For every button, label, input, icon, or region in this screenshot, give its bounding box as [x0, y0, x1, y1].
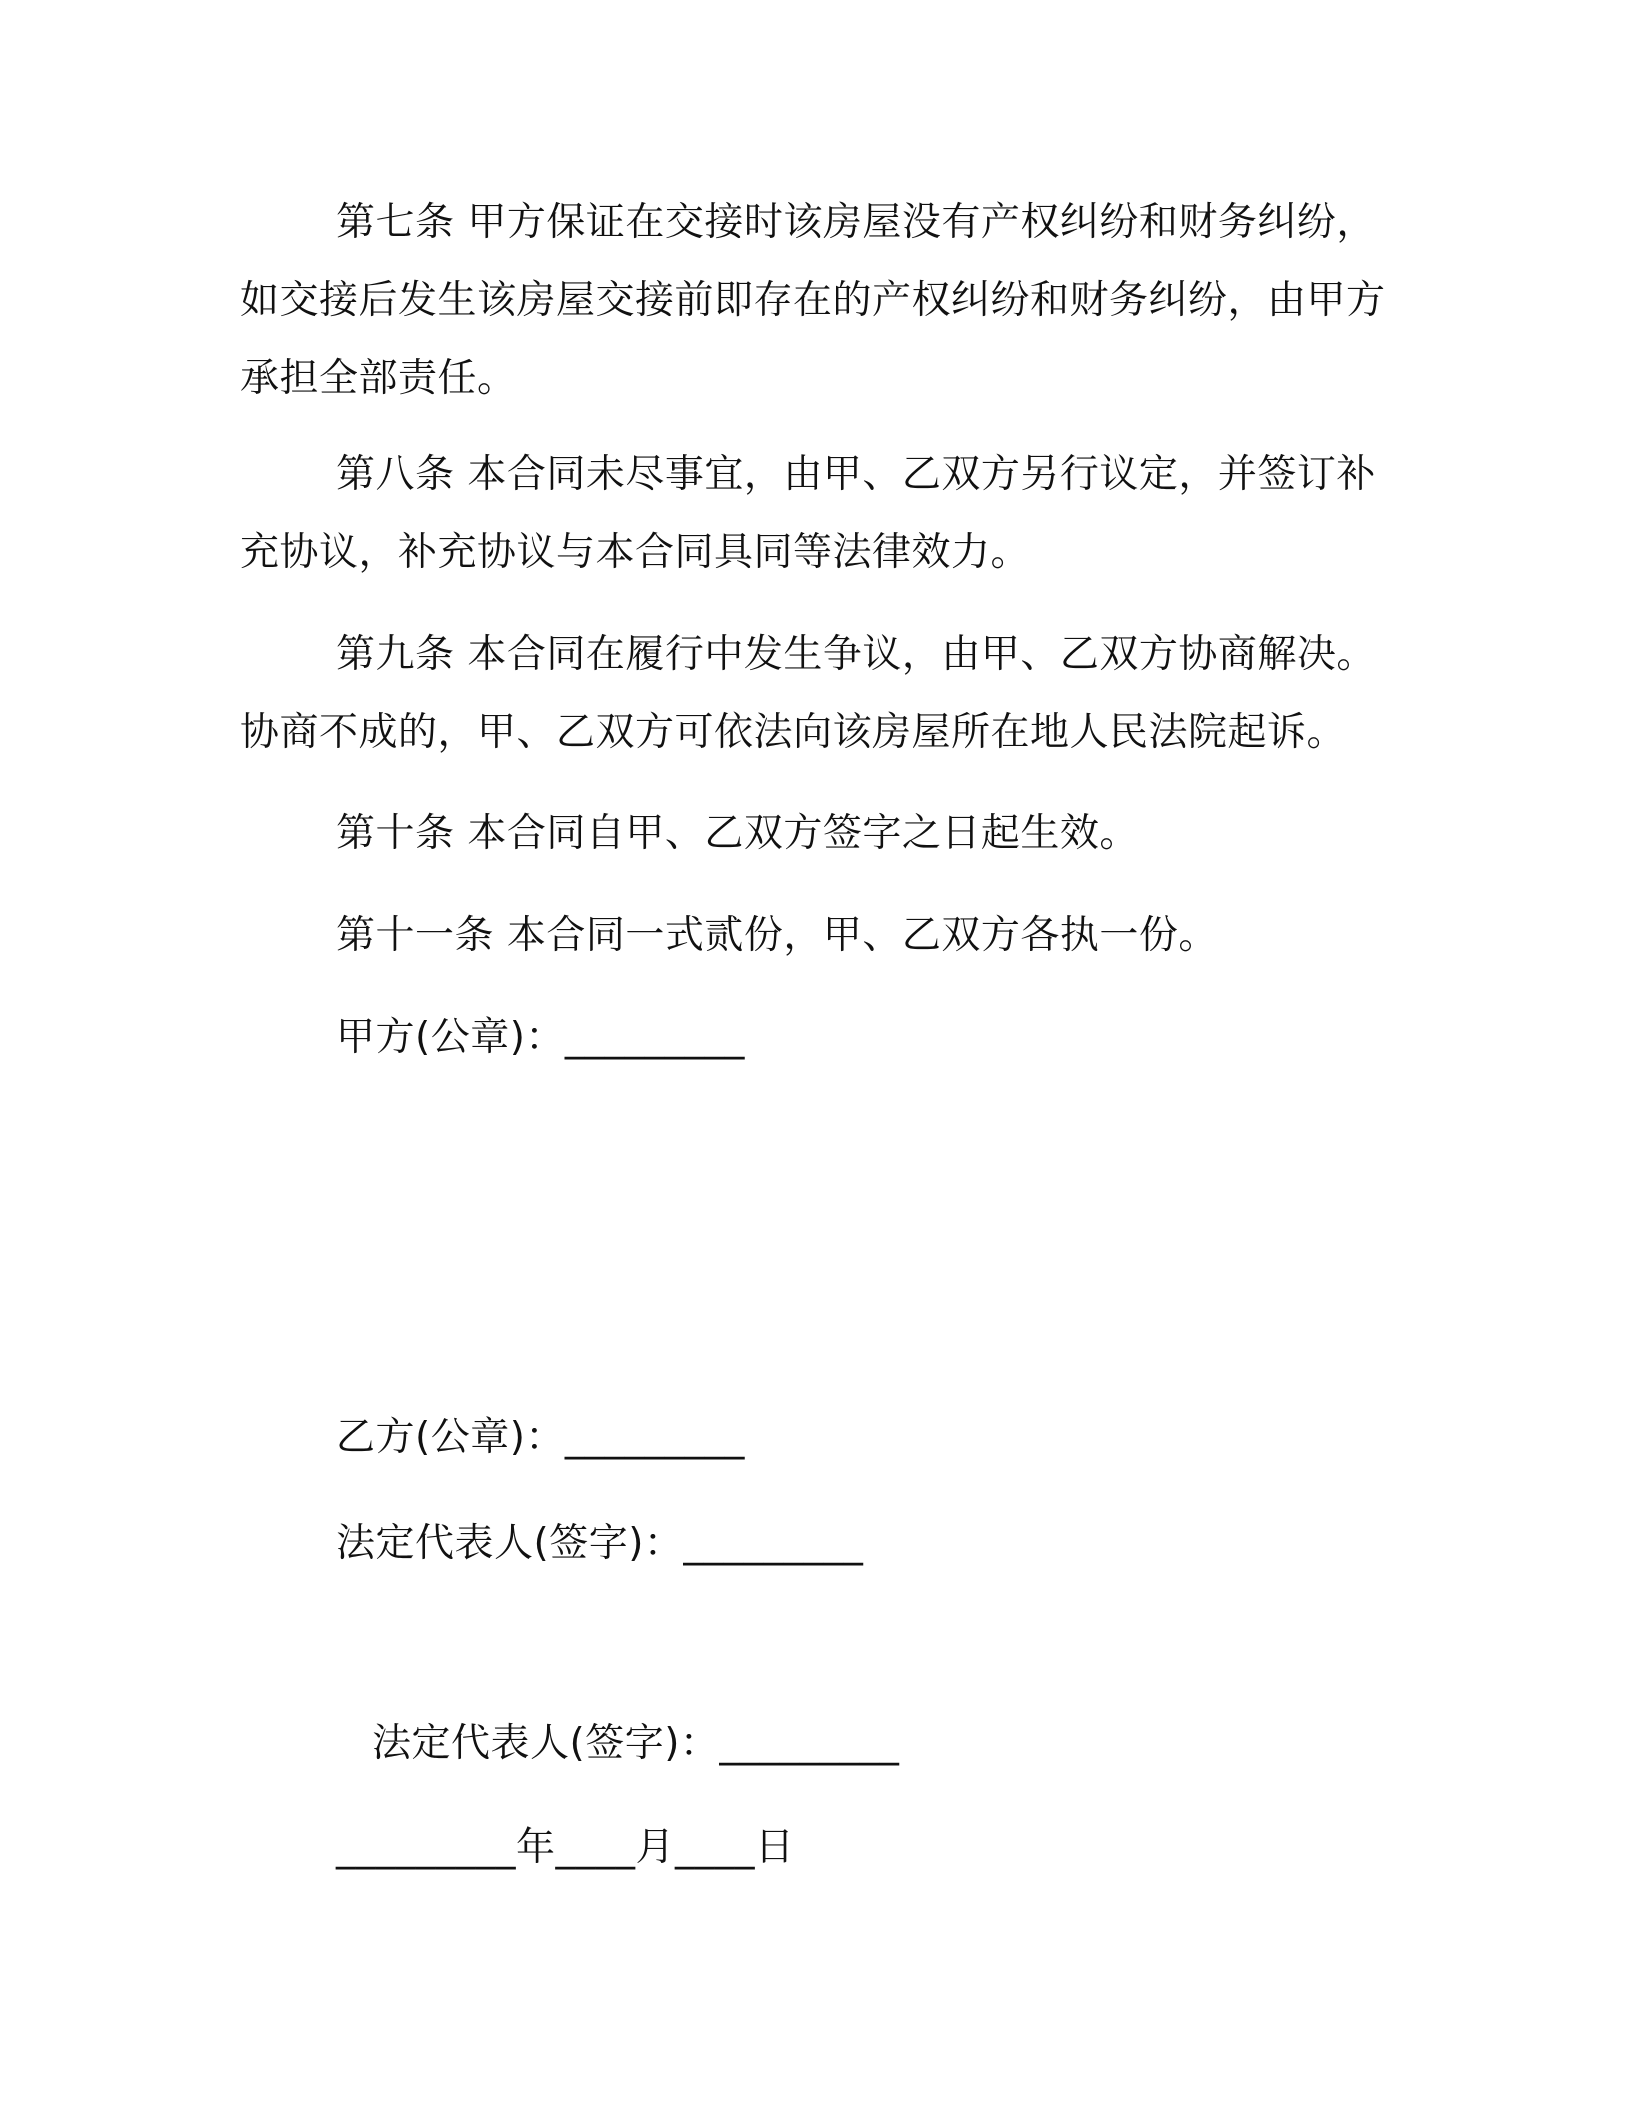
clause-9: 第九条 本合同在履行中发生争议，由甲、乙双方协商解决。协商不成的，甲、乙双方可依法向该房屋所在地人民法院起诉。 [240, 632, 1376, 755]
clause-11: 第十一条 本合同一式贰份，甲、乙双方各执一份。 [336, 913, 1218, 958]
legal-representative-signature-1: 法定代表人(签字)：_________ [336, 1521, 864, 1566]
date-line: _________年____月____日 [336, 1825, 795, 1870]
clause-10: 第十条 本合同自甲、乙双方签字之日起生效。 [336, 811, 1139, 856]
legal-representative-signature-2: 法定代表人(签字)：_________ [372, 1721, 900, 1766]
party-a-seal-field: 甲方(公章)：_________ [336, 1015, 745, 1060]
party-b-seal-field: 乙方(公章)：_________ [336, 1415, 745, 1460]
clause-8: 第八条 本合同未尽事宜，由甲、乙双方另行议定，并签订补充协议，补充协议与本合同具同等法律效力。 [240, 452, 1376, 575]
clause-7: 第七条 甲方保证在交接时该房屋没有产权纠纷和财务纠纷，如交接后发生该房屋交接前即存在的产权纠纷和财务纠纷，由甲方承担全部责任。 [240, 200, 1386, 401]
